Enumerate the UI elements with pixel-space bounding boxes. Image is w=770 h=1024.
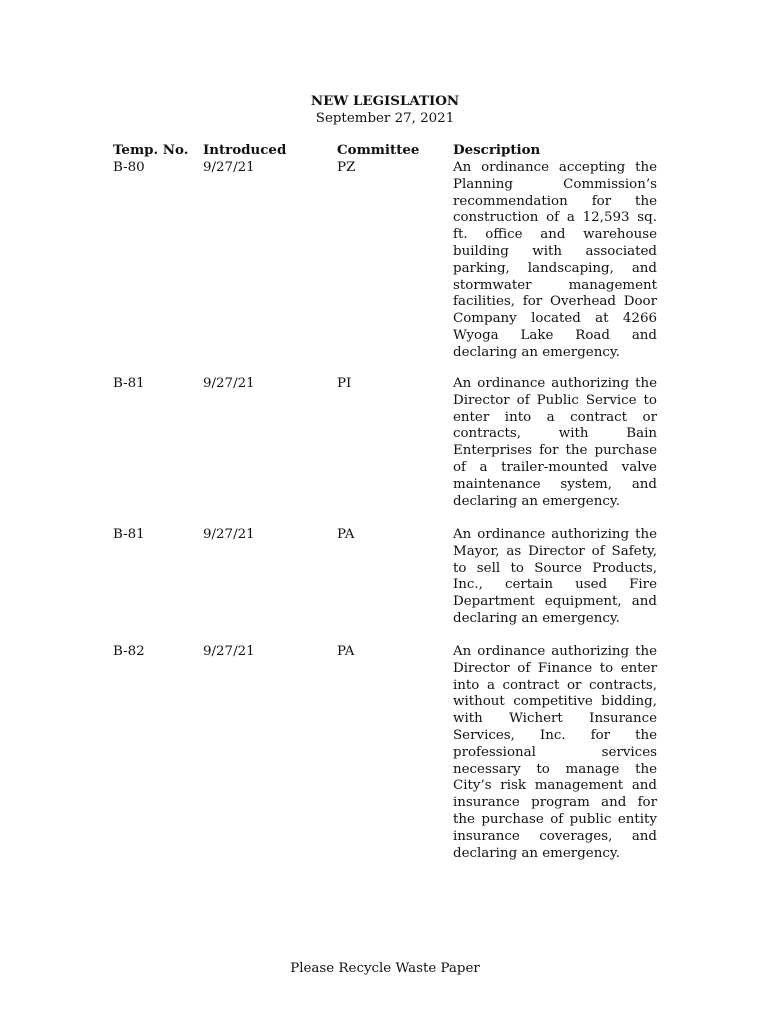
cell-committee: PZ (337, 160, 356, 175)
header-introduced: Introduced (203, 142, 287, 158)
document-date: September 27, 2021 (315, 111, 455, 126)
cell-committee: PA (337, 527, 355, 542)
cell-description: An ordinance authorizing the Director of Finance to enter into a contract or contracts, without competitive bidding, with Wichert Insurance Services, Inc. for the professional services necessary to manage the City’s risk management and insurance program and for the purchase of public entity insurance coverages, and declaring an emergency. (453, 644, 657, 861)
cell-temp-no: B-81 (113, 527, 145, 542)
cell-introduced: 9/27/21 (203, 527, 255, 542)
footer-note: Please Recycle Waste Paper (290, 961, 480, 976)
cell-temp-no: B-82 (113, 644, 145, 659)
cell-committee: PI (337, 376, 352, 391)
cell-committee: PA (337, 644, 355, 659)
cell-description: An ordinance accepting the Planning Commission’s recommendation for the construction of a 12,593 sq. ft. office and warehouse building with associated parking, landscaping, and stormwater management facilities, for Overhead Door Company located at 4266 Wyoga Lake Road and declaring an emergency. (453, 160, 657, 360)
cell-introduced: 9/27/21 (203, 644, 255, 659)
document-title: NEW LEGISLATION (310, 93, 460, 109)
cell-temp-no: B-81 (113, 376, 145, 391)
header-temp-no: Temp. No. (113, 142, 189, 158)
cell-temp-no: B-80 (113, 160, 145, 175)
cell-introduced: 9/27/21 (203, 376, 255, 391)
cell-introduced: 9/27/21 (203, 160, 255, 175)
header-description: Description (453, 142, 541, 158)
cell-description: An ordinance authorizing the Mayor, as Director of Safety, to sell to Source Products, Inc., certain used Fire Department equipment, and declaring an emergency. (453, 527, 657, 626)
title-block (0, 93, 770, 127)
header-committee: Committee (337, 142, 420, 158)
cell-description: An ordinance authorizing the Director of Public Service to enter into a contract or contracts, with Bain Enterprises for the purchase of a trailer-mounted valve maintenance system, and declaring an emergency. (453, 376, 657, 509)
